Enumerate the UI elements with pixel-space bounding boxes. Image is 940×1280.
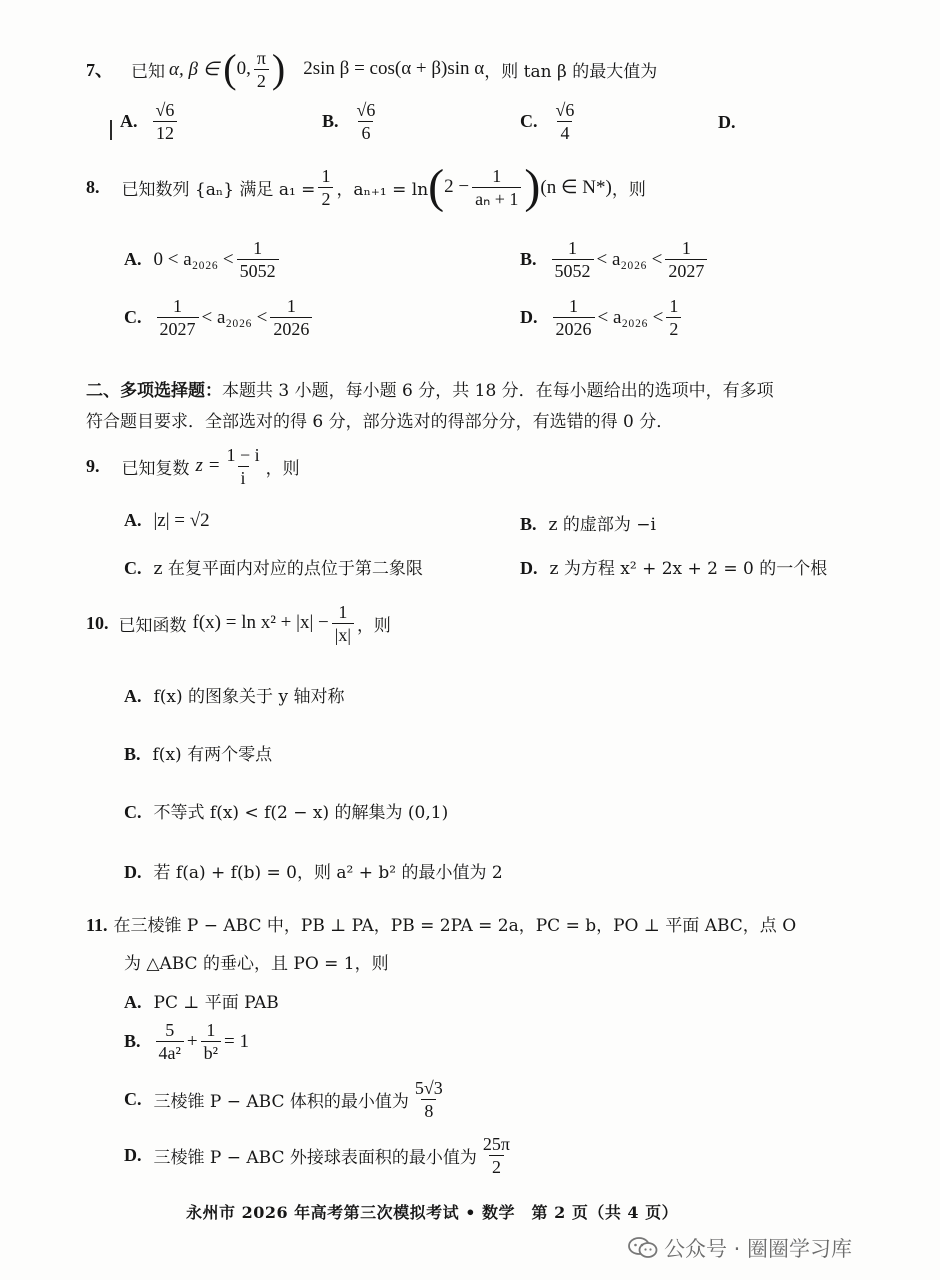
q7-option-b[interactable]: B. $\frac{√6}{6}$ (322, 100, 376, 143)
scan-artifact (110, 120, 112, 140)
q10-option-c[interactable]: C. 不等式 f(x) < f(2 − x) 的解集为 (0,1) (124, 802, 449, 823)
q7-option-c[interactable]: C. $\frac{√6}{4}$ (520, 100, 575, 143)
q11-option-d[interactable]: D. 三棱锥 P − ABC 外接球表面积的最小值为 $\frac{25\pi}{2}$ (124, 1134, 510, 1177)
q11-option-b[interactable]: B. $\frac{5}{\text{4a²}}$ + $\frac{1}{\text{b²}}$ = 1 (124, 1020, 249, 1063)
question-11-stem: 11. 在三棱锥 P − ABC 中，PB ⊥ PA，PB = 2PA = 2a，PC = b，PO ⊥ 平面 ABC，点 O 为 △ABC 的垂心，且 PO = 1，则 (86, 915, 797, 974)
q9-option-a[interactable]: A. |z| = √2 (124, 510, 210, 531)
section-2-instructions: 二、多项选择题：本题共 3 小题，每小题 6 分，共 18 分．在每小题给出的选项中，有多项 符合题目要求．全部选对的得 6 分，部分选对的得部分分，有选错的得 0 分． (86, 381, 774, 432)
question-number: 10. (86, 612, 109, 633)
q8-option-b[interactable]: B. $\frac{1}{5052}$ < a₂₀₂₆ < $\frac{1}{2027}$ (520, 238, 710, 281)
q11-option-a[interactable]: A. PC ⊥ 平面 PAB (124, 992, 279, 1013)
question-7-stem: 7、 已知 α, β ∈ ( 0, $\frac{\pi}{2}$ ) 2sin β = cos(α + β)sin α ，则 tan β 的最大值为 (86, 46, 658, 91)
q7-option-a[interactable]: A. $\frac{√6}{12}$ (120, 100, 180, 143)
question-number: 8. (86, 176, 100, 197)
q9-option-b[interactable]: B. z 的虚部为 −i (520, 514, 656, 535)
q10-option-a[interactable]: A. f(x) 的图象关于 y 轴对称 (124, 686, 345, 707)
q9-option-c[interactable]: C. z 在复平面内对应的点位于第二象限 (124, 558, 423, 579)
question-9-stem: 9. 已知复数 z = $\frac{1 - i}{i}$ ，则 (86, 444, 300, 488)
wechat-icon (628, 1237, 658, 1259)
question-number: 11. (86, 915, 108, 935)
q8-option-d[interactable]: D. $\frac{1}{2026}$ < a₂₀₂₆ < $\frac{1}{2}$ (520, 296, 684, 339)
question-number: 9. (86, 455, 100, 476)
question-10-stem: 10. 已知函数 f(x) = ln x² + |x| − $\frac{1}{|x|}$ ，则 (86, 601, 391, 645)
watermark (628, 1233, 852, 1263)
page-footer: 永州市 2026 年高考第三次模拟考试 • 数学 第 2 页（共 4 页） (186, 1203, 679, 1222)
question-number: 7、 (86, 60, 113, 80)
q11-option-c[interactable]: C. 三棱锥 P − ABC 体积的最小值为 $\frac{5√3}{8}$ (124, 1078, 443, 1121)
q10-option-b[interactable]: B. f(x) 有两个零点 (124, 744, 273, 765)
q7-option-d[interactable]: D. (718, 112, 736, 132)
q9-option-d[interactable]: D. z 为方程 x² + 2x + 2 = 0 的一个根 (520, 558, 828, 579)
q8-option-a[interactable]: A. 0 < a₂₀₂₆ < $\frac{1}{5052}$ (124, 238, 282, 281)
fraction: $\frac{\pi}{2}$ (254, 48, 269, 91)
question-8-stem: 8. 已知数列 {aₙ} 满足 a₁ = $\frac{1}{2}$ ，aₙ₊₁ = ln ( 2 − $\frac{1}{\text{aₙ + 1}}$ ) (n ∈ N*) ，则 (86, 160, 646, 213)
watermark-text: 公众号 · 圈圈学习库 (664, 1237, 853, 1261)
q10-option-d[interactable]: D. 若 f(a) + f(b) = 0，则 a² + b² 的最小值为 2 (124, 862, 503, 883)
section-title: 二、多项选择题： (86, 381, 222, 401)
q8-option-c[interactable]: C. $\frac{1}{2027}$ < a₂₀₂₆ < $\frac{1}{2026}$ (124, 296, 315, 339)
